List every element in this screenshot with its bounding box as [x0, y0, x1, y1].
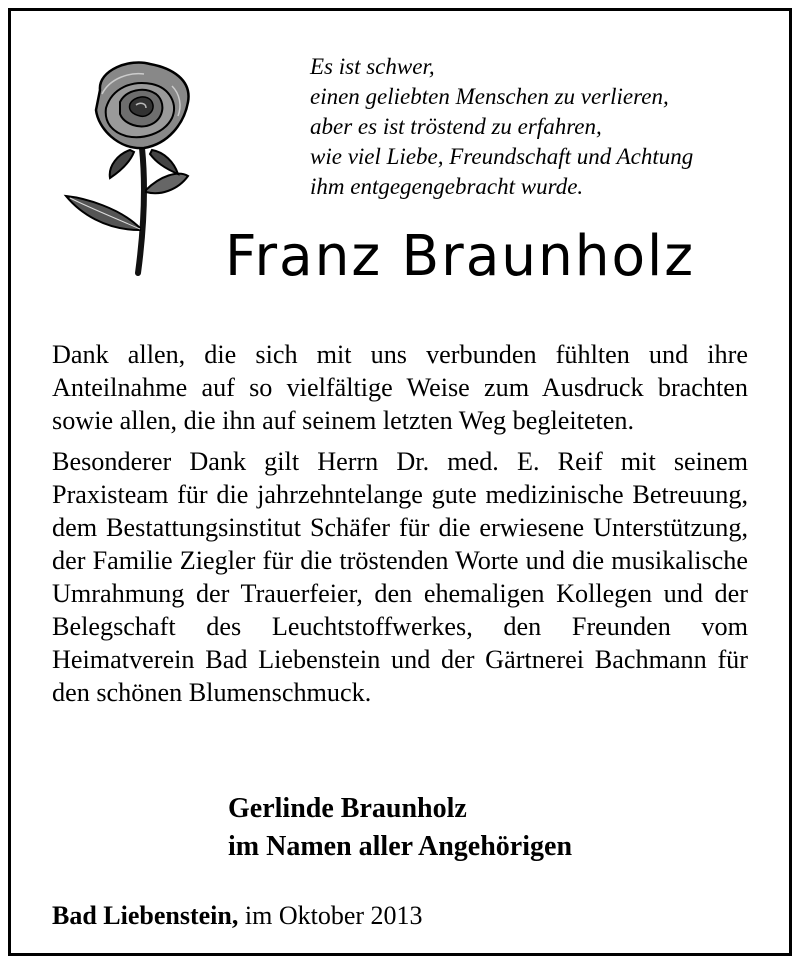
date: im Oktober 2013: [244, 901, 423, 930]
rose-icon: [60, 58, 210, 278]
paragraph: Dank allen, die sich mit uns verbunden fühlten und ihre Anteilnahme auf so vielfältige Weise zum Ausdruck brachten sowie allen, die ihn auf seinem letzten Weg begleiteten.: [52, 340, 748, 435]
poem-line: wie viel Liebe, Freundschaft und Achtung: [310, 144, 694, 169]
poem-line: ihm entgegengebracht wurde.: [310, 174, 584, 199]
place: Bad Liebenstein,: [52, 901, 239, 930]
poem-line: Es ist schwer,: [310, 54, 435, 79]
signature-name: Gerlinde Braunholz: [228, 793, 467, 824]
place-date: [52, 900, 423, 932]
poem-line: aber es ist tröstend zu erfahren,: [310, 114, 602, 139]
signature: [228, 790, 572, 866]
poem-line: einen geliebten Menschen zu verlieren,: [310, 84, 669, 109]
poem: [310, 52, 770, 202]
thank-you-text: [52, 338, 748, 709]
deceased-name: Franz Braunholz: [225, 224, 696, 289]
paragraph: Besonderer Dank gilt Herrn Dr. med. E. Reif mit seinem Praxisteam für die jahrzehntelange gute medizinische Betreuung, dem Bestattungsinstitut Schäfer für die erwiesene Unterstützung, der Familie Ziegler für die tröstenden Worte und die musikalische Umrahmung der Trauerfeier, den ehemaligen Kollegen und der Belegschaft des Leuchtstoffwerkes, den Freunden vom Heimatverein Bad Liebenstein und der Gärtnerei Bachmann für den schönen Blumenschmuck.: [52, 447, 748, 707]
signature-subline: im Namen aller Angehörigen: [228, 831, 573, 862]
